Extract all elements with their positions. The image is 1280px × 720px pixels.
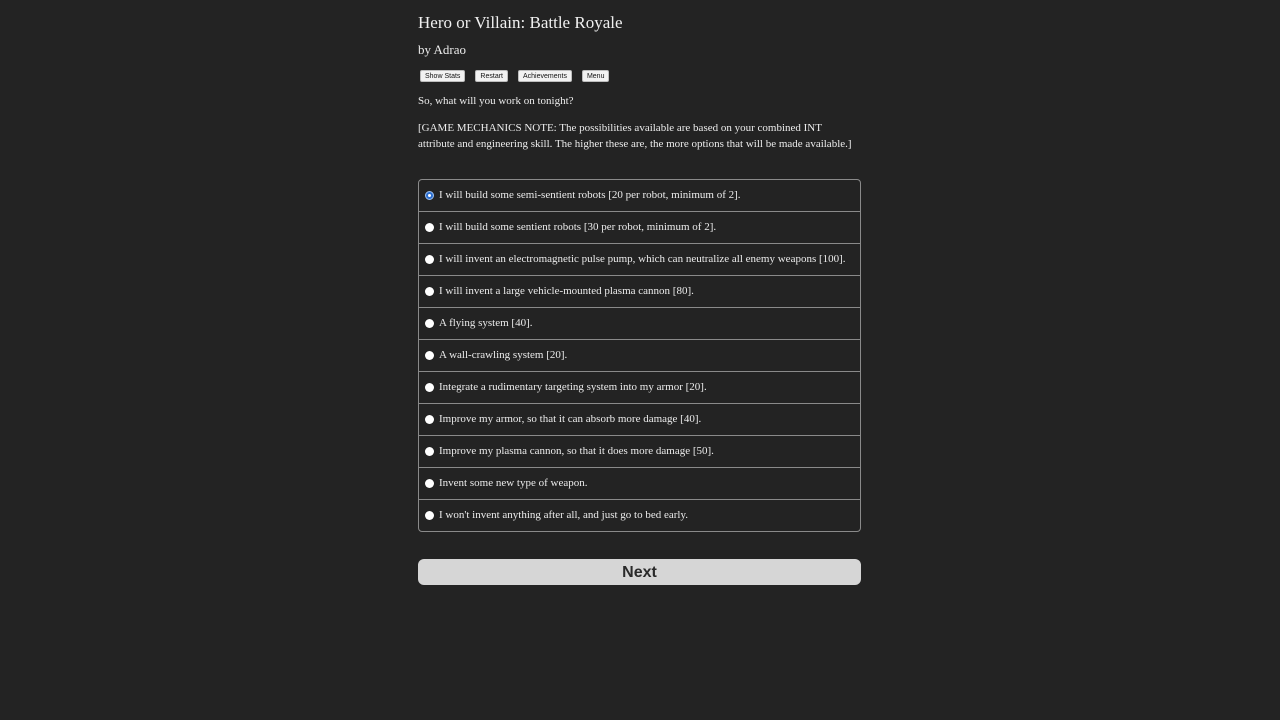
choice-label: A wall-crawling system [20].	[439, 349, 568, 361]
choice-option[interactable]	[419, 243, 860, 275]
choice-option[interactable]	[419, 339, 860, 371]
choice-label: Integrate a rudimentary targeting system into my armor [20].	[439, 381, 707, 393]
radio-button-icon[interactable]	[425, 447, 434, 456]
radio-button-icon[interactable]	[425, 319, 434, 328]
menu-button[interactable]: Menu	[582, 70, 610, 82]
radio-button-icon[interactable]	[425, 287, 434, 296]
choice-label: Improve my armor, so that it can absorb more damage [40].	[439, 413, 702, 425]
choice-option[interactable]	[419, 435, 860, 467]
radio-button-icon[interactable]	[425, 255, 434, 264]
game-title: Hero or Villain: Battle Royale	[418, 13, 623, 32]
choice-option[interactable]	[419, 275, 860, 307]
choice-option[interactable]	[419, 403, 860, 435]
choice-label: I will invent a large vehicle-mounted plasma cannon [80].	[439, 285, 694, 297]
radio-button-icon[interactable]	[425, 223, 434, 232]
show-stats-button[interactable]: Show Stats	[420, 70, 465, 82]
choice-option[interactable]	[419, 499, 860, 531]
game-author: by Adrao	[418, 42, 467, 57]
scene-prompt: So, what will you work on tonight?	[418, 95, 574, 107]
choice-list	[418, 179, 861, 532]
radio-button-icon[interactable]	[425, 415, 434, 424]
restart-button[interactable]: Restart	[475, 70, 508, 82]
mechanics-note: [GAME MECHANICS NOTE: The possibilities available are based on your combined INT attribute and engineering skill. The higher these are, the more options that will be made available.]	[418, 122, 852, 150]
choice-label: I will build some semi-sentient robots [20 per robot, minimum of 2].	[439, 189, 741, 201]
toolbar	[420, 70, 609, 82]
choice-option[interactable]	[419, 307, 860, 339]
radio-button-icon[interactable]	[425, 191, 434, 200]
choice-label: Invent some new type of weapon.	[439, 477, 588, 489]
choice-label: A flying system [40].	[439, 317, 533, 329]
achievements-button[interactable]: Achievements	[518, 70, 572, 82]
choice-option[interactable]	[419, 180, 860, 211]
choice-label: Improve my plasma cannon, so that it does more damage [50].	[439, 445, 714, 457]
radio-button-icon[interactable]	[425, 479, 434, 488]
choice-option[interactable]	[419, 211, 860, 243]
next-button[interactable]: Next	[418, 559, 861, 585]
radio-button-icon[interactable]	[425, 351, 434, 360]
choice-option[interactable]	[419, 467, 860, 499]
choice-label: I will invent an electromagnetic pulse pump, which can neutralize all enemy weapons [100].	[439, 253, 846, 265]
radio-button-icon[interactable]	[425, 511, 434, 520]
choice-option[interactable]	[419, 371, 860, 403]
radio-button-icon[interactable]	[425, 383, 434, 392]
choice-label: I won't invent anything after all, and just go to bed early.	[439, 509, 689, 521]
choice-label: I will build some sentient robots [30 per robot, minimum of 2].	[439, 221, 717, 233]
